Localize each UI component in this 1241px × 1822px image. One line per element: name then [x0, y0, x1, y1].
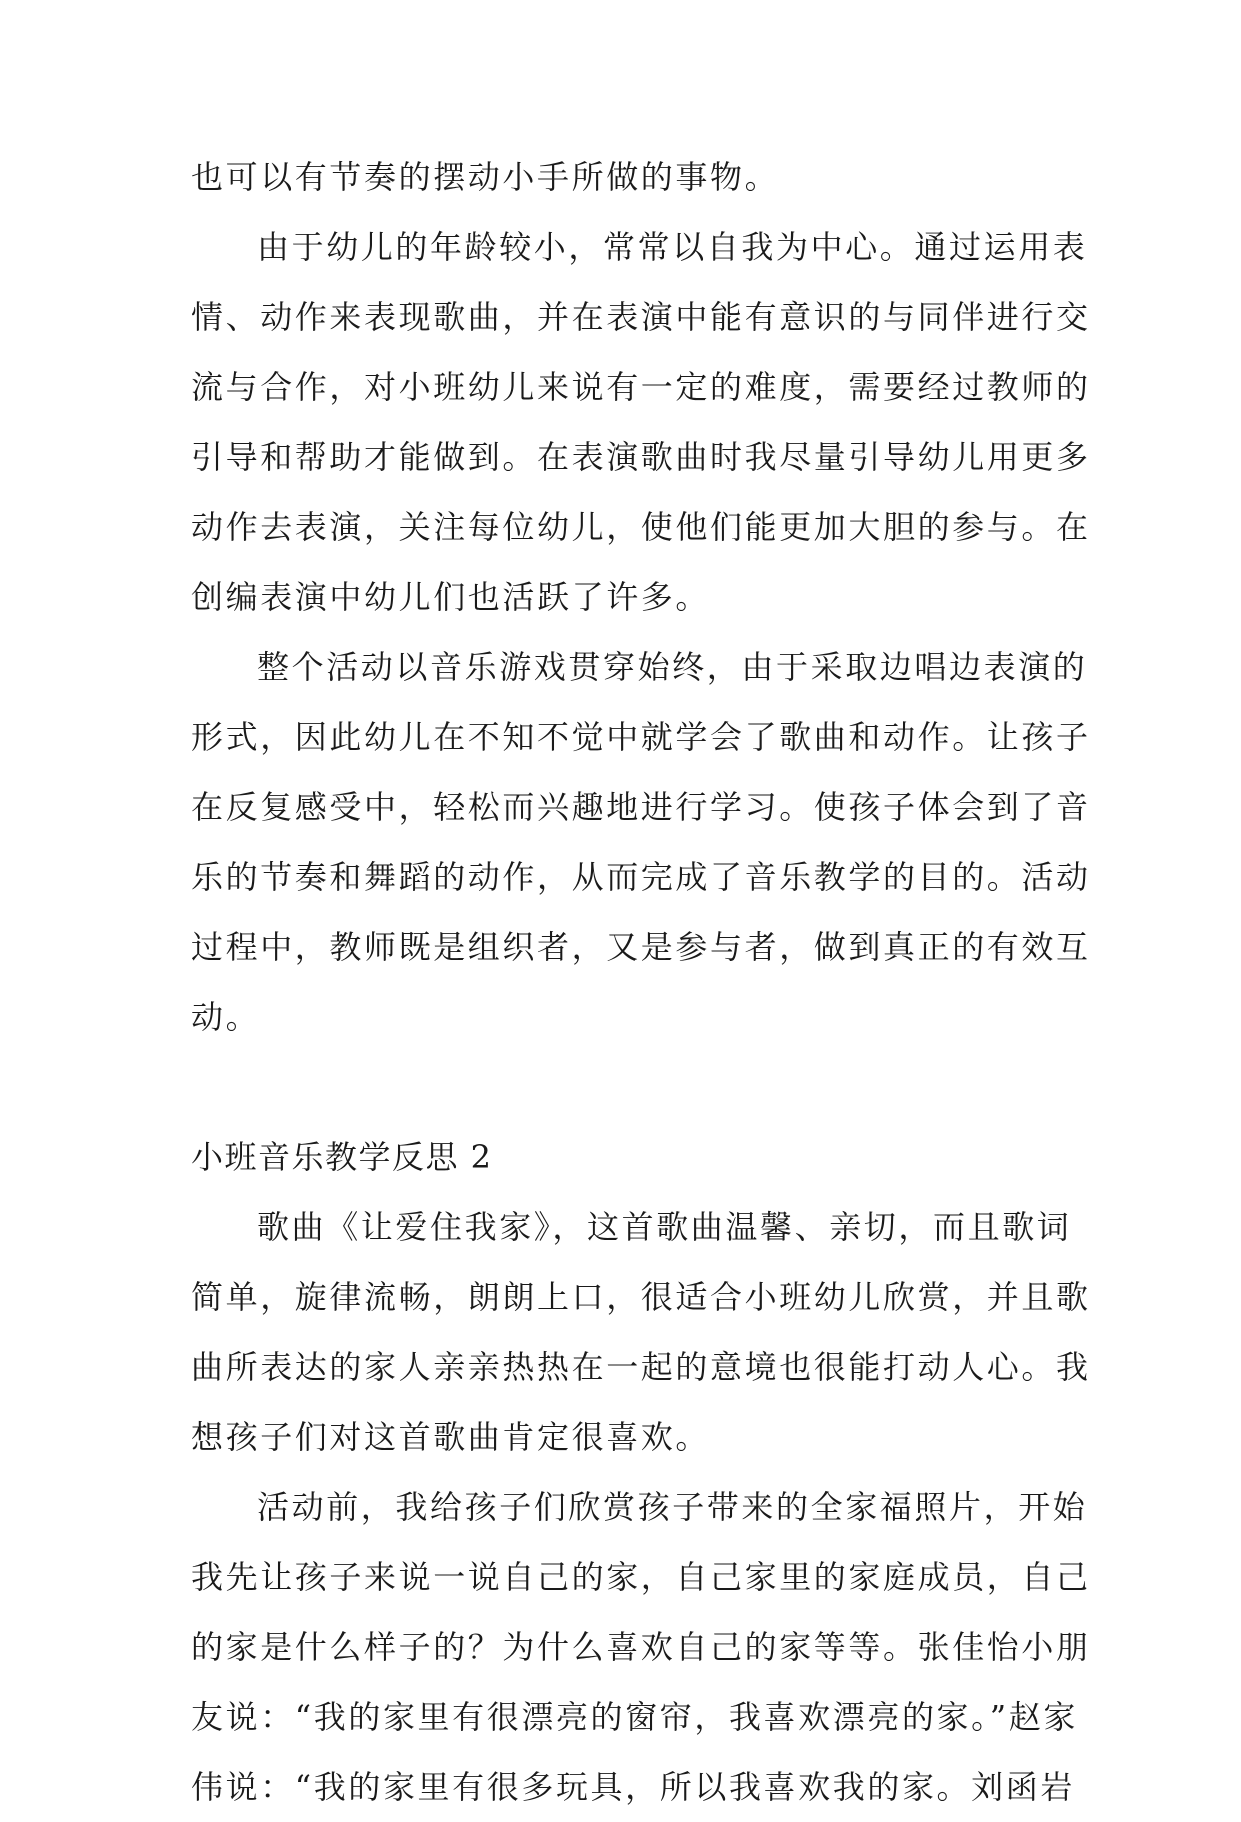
- paragraph-line: 想孩子们对这首歌曲肯定很喜欢。: [191, 1418, 711, 1456]
- paragraph-line: 整个活动以音乐游戏贯穿始终，由于采取边唱边表演的: [257, 648, 1088, 686]
- section-heading: 小班音乐教学反思 2: [191, 1138, 493, 1176]
- paragraph-line: 创编表演中幼儿们也活跃了许多。: [191, 578, 711, 616]
- paragraph-line: 简单，旋律流畅，朗朗上口，很适合小班幼儿欣赏，并且歌: [191, 1278, 1091, 1316]
- paragraph-line: 形式，因此幼儿在不知不觉中就学会了歌曲和动作。让孩子: [191, 718, 1091, 756]
- paragraph-line: 歌曲《让爱住我家》，这首歌曲温馨、亲切，而且歌词: [257, 1208, 1072, 1246]
- paragraph-line: 由于幼儿的年龄较小，常常以自我为中心。通过运用表: [257, 228, 1088, 266]
- section-1: [191, 142, 1091, 1052]
- paragraph-line: 动。: [191, 998, 261, 1036]
- paragraph-line: 曲所表达的家人亲亲热热在一起的意境也很能打动人心。我: [191, 1348, 1091, 1386]
- document-page: [191, 142, 1091, 1822]
- paragraph-line: 也可以有节奏的摆动小手所做的事物。: [191, 158, 780, 196]
- section-spacer: [191, 1052, 1049, 1122]
- paragraph-line: 流与合作，对小班幼儿来说有一定的难度，需要经过教师的: [191, 368, 1091, 406]
- paragraph-line: 引导和帮助才能做到。在表演歌曲时我尽量引导幼儿用更多: [191, 438, 1091, 476]
- paragraph-line: 动作去表演，关注每位幼儿，使他们能更加大胆的参与。在: [191, 508, 1091, 546]
- paragraph-line: 的家是什么样子的？为什么喜欢自己的家等等。张佳怡小朋: [191, 1628, 1091, 1666]
- paragraph-line: 伟说：“我的家里有很多玩具，所以我喜欢我的家。刘函岩: [191, 1768, 1075, 1806]
- paragraph-line: 情、动作来表现歌曲，并在表演中能有意识的与同伴进行交: [191, 298, 1091, 336]
- paragraph-line: 过程中，教师既是组织者，又是参与者，做到真正的有效互: [191, 928, 1091, 966]
- paragraph-line: 活动前，我给孩子们欣赏孩子带来的全家福照片，开始: [257, 1488, 1088, 1526]
- section-2: [191, 1122, 1091, 1822]
- paragraph-line: 友说：“我的家里有很漂亮的窗帘，我喜欢漂亮的家。”赵家: [191, 1698, 1078, 1736]
- paragraph-line: 我先让孩子来说一说自己的家，自己家里的家庭成员，自己: [191, 1558, 1091, 1596]
- paragraph-line: 乐的节奏和舞蹈的动作，从而完成了音乐教学的目的。活动: [191, 858, 1091, 896]
- paragraph-line: 在反复感受中，轻松而兴趣地进行学习。使孩子体会到了音: [191, 788, 1091, 826]
